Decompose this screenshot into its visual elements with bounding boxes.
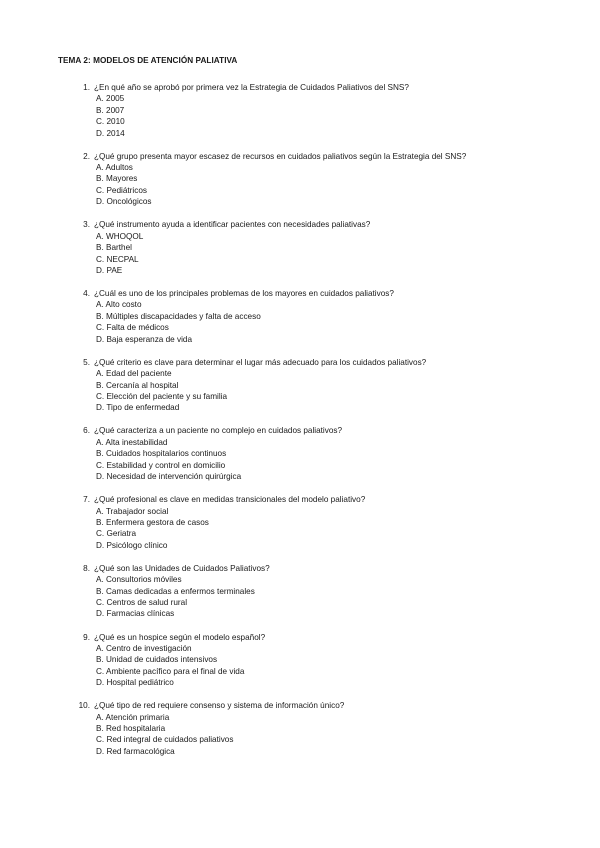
option-c: C. NECPAL <box>96 254 139 264</box>
question-text: ¿En qué año se aprobó por primera vez la Estrategia de Cuidados Paliativos del SNS? <box>94 83 409 92</box>
option-b: B. Red hospitalaria <box>96 723 166 733</box>
option-list <box>96 506 209 552</box>
option-c: C. Falta de médicos <box>96 323 169 333</box>
option-b: B. Cercanía al hospital <box>96 380 179 390</box>
option-c: C. Geriatra <box>96 529 137 539</box>
option-a: A. Atención primaria <box>96 712 170 722</box>
question-1 <box>0 82 600 151</box>
question-number: 7. <box>83 495 90 505</box>
question-list <box>0 82 600 769</box>
option-list <box>96 231 143 277</box>
option-d: D. Tipo de enfermedad <box>96 403 180 413</box>
option-d: D. 2014 <box>96 128 125 138</box>
question-text: ¿Qué profesional es clave en medidas transicionales del modelo paliativo? <box>94 495 366 505</box>
question-number: 8. <box>83 563 90 573</box>
question-8 <box>0 563 600 632</box>
question-text: ¿Qué caracteriza a un paciente no complejo en cuidados paliativos? <box>94 426 343 436</box>
option-b: B. Mayores <box>96 174 138 184</box>
question-9 <box>0 632 600 701</box>
question-number: 9. <box>83 632 90 642</box>
option-list <box>96 162 152 208</box>
question-text: ¿Qué instrumento ayuda a identificar pacientes con necesidades paliativas? <box>94 220 371 230</box>
option-d: D. Farmacias clínicas <box>96 609 175 619</box>
option-b: B. Barthel <box>96 243 132 253</box>
option-d: D. Baja esperanza de vida <box>96 334 193 344</box>
option-a: A. Alto costo <box>96 300 142 310</box>
option-c: C. Estabilidad y control en domicilio <box>96 460 226 470</box>
option-b: B. Enfermera gestora de casos <box>96 517 209 527</box>
question-text: ¿Qué son las Unidades de Cuidados Paliativos? <box>94 563 270 573</box>
option-list <box>96 299 261 345</box>
option-d: D. Psicólogo clínico <box>96 540 168 550</box>
option-c: C. Ambiente pacífico para el final de vida <box>96 666 245 676</box>
option-a: A. Adultos <box>96 163 133 173</box>
document-title: TEMA 2: MODELOS DE ATENCIÓN PALIATIVA <box>58 56 238 65</box>
question-number: 1. <box>83 83 90 92</box>
option-c: C. 2010 <box>96 117 125 127</box>
option-list <box>96 574 255 620</box>
question-2 <box>0 151 600 220</box>
option-d: D. Oncológicos <box>96 197 152 207</box>
question-text: ¿Qué criterio es clave para determinar el lugar más adecuado para los cuidados paliativos? <box>94 357 427 367</box>
question-number: 2. <box>83 151 90 161</box>
question-text: ¿Qué tipo de red requiere consenso y sistema de información único? <box>94 701 345 711</box>
question-10 <box>0 700 600 769</box>
question-number: 4. <box>83 289 90 299</box>
option-a: A. 2005 <box>96 94 125 104</box>
option-b: B. Camas dedicadas a enfermos terminales <box>96 586 255 596</box>
option-c: C. Centros de salud rural <box>96 598 188 608</box>
option-d: D. PAE <box>96 265 123 275</box>
option-a: A. Trabajador social <box>96 506 169 516</box>
question-number: 5. <box>83 357 90 367</box>
option-list <box>96 368 227 414</box>
option-a: A. WHOQOL <box>96 231 144 241</box>
question-5 <box>0 357 600 426</box>
option-b: B. Múltiples discapacidades y falta de acceso <box>96 311 261 321</box>
option-list <box>96 643 244 689</box>
option-b: B. Cuidados hospitalarios continuos <box>96 449 227 459</box>
question-number: 6. <box>83 426 90 436</box>
option-list <box>96 93 125 139</box>
question-text: ¿Qué es un hospice según el modelo español? <box>94 632 266 642</box>
option-c: C. Pediátricos <box>96 185 147 195</box>
option-a: A. Edad del paciente <box>96 369 172 379</box>
question-4 <box>0 288 600 357</box>
option-c: C. Red integral de cuidados paliativos <box>96 735 234 745</box>
question-7 <box>0 494 600 563</box>
option-a: A. Centro de investigación <box>96 643 192 653</box>
question-3 <box>0 219 600 288</box>
option-d: D. Hospital pediátrico <box>96 678 174 688</box>
option-list <box>96 437 241 483</box>
option-a: A. Consultorios móviles <box>96 575 182 585</box>
question-number: 10. <box>78 701 90 711</box>
question-text: ¿Cuál es uno de los principales problemas de los mayores en cuidados paliativos? <box>94 289 394 299</box>
option-d: D. Necesidad de intervención quirúrgica <box>96 472 242 482</box>
option-list <box>96 712 233 758</box>
option-b: B. Unidad de cuidados intensivos <box>96 655 218 665</box>
question-text: ¿Qué grupo presenta mayor escasez de recursos en cuidados paliativos según la Estrategia del SNS? <box>94 151 467 161</box>
option-d: D. Red farmacológica <box>96 746 175 756</box>
option-c: C. Elección del paciente y su familia <box>96 391 228 401</box>
option-a: A. Alta inestabilidad <box>96 437 168 447</box>
question-6 <box>0 425 600 494</box>
option-b: B. 2007 <box>96 105 125 115</box>
question-number: 3. <box>83 220 90 230</box>
